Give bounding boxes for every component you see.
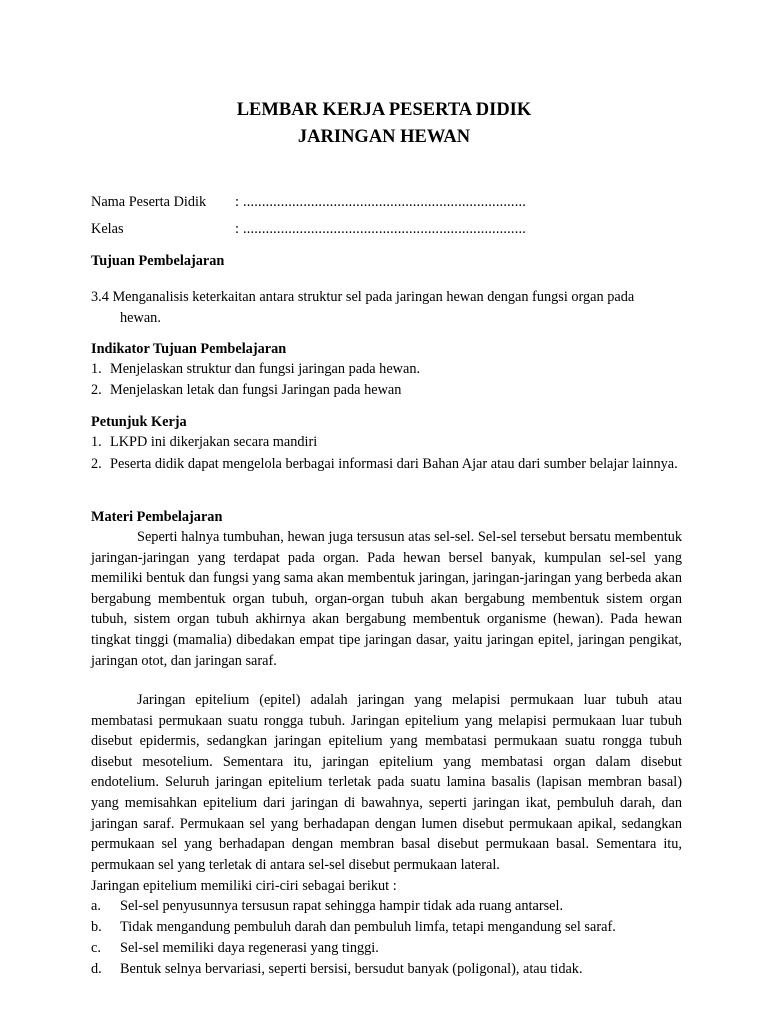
characteristic-letter: c. bbox=[91, 940, 101, 956]
indicator-number: 2. bbox=[91, 382, 102, 398]
indicator-text: Menjelaskan letak dan fungsi Jaringan pada hewan bbox=[110, 382, 402, 398]
indicator-heading: Indikator Tujuan Pembelajaran bbox=[91, 341, 287, 357]
material-paragraph-2: Jaringan epitelium (epitel) adalah jaringan yang melapisi permukaan luar tubuh atau membatasi permukaan suatu rongga tubuh. Jaringan epitelium yang melapisi permukaan luar tubuh disebut epidermis, sedangkan jaringan epitelium yang membatasi permukaan suatu rongga tubuh disebut mesotelium. Sementara itu, jaringan epitelium yang membatasi organ dalam disebut endotelium. Seluruh jaringan epitelium terletak pada suatu lamina basalis (lapisan membran basal) yang memisahkan epitelium dari jaringan di bawahnya, seperti jaringan ikat, pembuluh darah, dan jaringan saraf. Permukaan sel yang berhadapan dengan lumen disebut permukaan apikal, sedangkan permukaan sel yang berhadapan dengan membran basal disebut permukaan basal. Sementara itu, permukaan sel yang terletak di antara sel-sel disebut permukaan lateral. bbox=[91, 692, 682, 873]
class-label: Kelas bbox=[91, 221, 124, 237]
indicator-text: Menjelaskan struktur dan fungsi jaringan pada hewan. bbox=[110, 361, 421, 377]
instruction-number: 1. bbox=[91, 434, 102, 450]
document-title: LEMBAR KERJA PESERTA DIDIK bbox=[236, 100, 532, 120]
indicator-number: 1. bbox=[91, 361, 102, 377]
characteristic-letter: d. bbox=[91, 961, 102, 977]
instructions-heading: Petunjuk Kerja bbox=[91, 414, 187, 430]
characteristic-text: Tidak mengandung pembuluh darah dan pembuluh limfa, tetapi mengandung sel saraf. bbox=[120, 919, 616, 935]
student-name-label: Nama Peserta Didik bbox=[91, 194, 207, 210]
characteristic-text: Bentuk selnya bervariasi, seperti bersisi, bersudut banyak (poligonal), atau tidak. bbox=[120, 961, 583, 977]
instruction-number: 2. bbox=[91, 456, 102, 472]
characteristics-intro: Jaringan epitelium memiliki ciri-ciri sebagai berikut : bbox=[91, 878, 397, 894]
material-heading: Materi Pembelajaran bbox=[91, 509, 223, 525]
student-name-field[interactable]: : ........................................................................... bbox=[235, 194, 527, 210]
instruction-text: Peserta didik dapat mengelola berbagai informasi dari Bahan Ajar atau dari sumber belajar lainnya. bbox=[110, 456, 678, 472]
learning-objective-line1: 3.4 Menganalisis keterkaitan antara struktur sel pada jaringan hewan dengan fungsi organ pada bbox=[91, 289, 635, 305]
instruction-text: LKPD ini dikerjakan secara mandiri bbox=[110, 434, 318, 450]
learning-objective-text bbox=[91, 287, 695, 328]
document-subtitle: JARINGAN HEWAN bbox=[297, 127, 471, 147]
characteristic-text: Sel-sel memiliki daya regenerasi yang tinggi. bbox=[120, 940, 379, 956]
characteristic-letter: b. bbox=[91, 919, 102, 935]
characteristic-letter: a. bbox=[91, 898, 101, 914]
material-paragraph-1: Seperti halnya tumbuhan, hewan juga tersusun atas sel-sel. Sel-sel tersebut bersatu membentuk jaringan-jaringan yang terdapat pada organ. Pada hewan bersel banyak, kumpulan sel-sel yang memiliki bentuk dan fungsi yang sama akan membentuk jaringan, jaringan-jaringan yang berbeda akan bergabung membentuk organ tubuh, organ-organ tubuh akan bergabung membentuk sistem organ tubuh, sistem organ tubuh akhirnya akan bergabung membentuk organisme (hewan). Pada hewan tingkat tinggi (mamalia) dibedakan empat tipe jaringan dasar, yaitu jaringan epitel, jaringan pengikat, jaringan otot, dan jaringan saraf. bbox=[91, 529, 682, 669]
characteristic-text: Sel-sel penyusunnya tersusun rapat sehingga hampir tidak ada ruang antarsel. bbox=[120, 898, 564, 914]
learning-objective-heading: Tujuan Pembelajaran bbox=[91, 253, 225, 269]
learning-objective-line2: hewan. bbox=[120, 309, 161, 326]
class-field[interactable]: : ........................................................................... bbox=[235, 221, 527, 237]
